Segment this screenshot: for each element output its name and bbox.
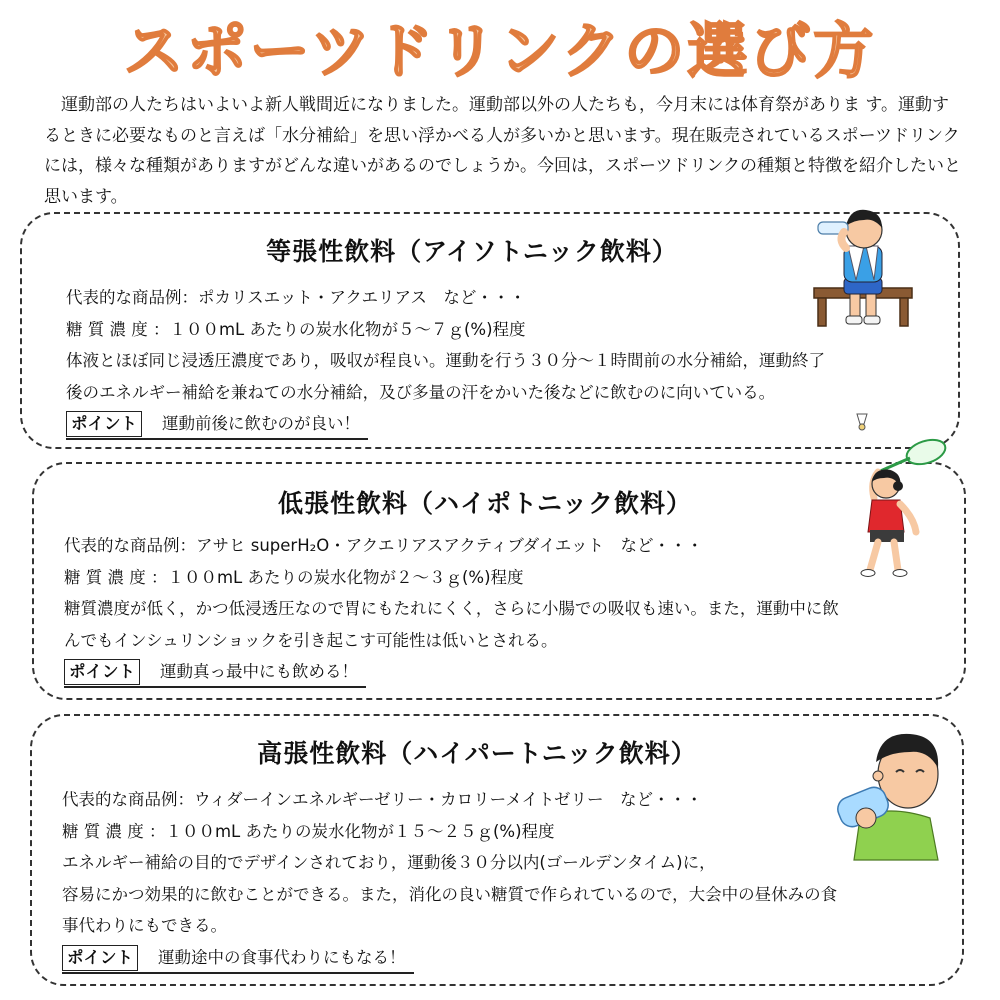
section-hypotonic: [32, 462, 966, 700]
description-line: 事代わりにもできる。: [62, 916, 227, 935]
point-row: [66, 411, 368, 440]
description-line: 容易にかつ効果的に飲むことができる。また，消化の良い糖質で作られているので，大会中の昼休みの食: [62, 884, 838, 904]
section-title: 等張性飲料（アイソトニック飲料）: [266, 237, 678, 266]
point-text: 運動途中の食事代わりにもなる！: [158, 947, 406, 967]
section-title: 低張性飲料（ハイポトニック飲料）: [277, 489, 692, 518]
sugar-line: 糖 質 濃 度 ：１００mL あたりの炭水化物が１５～２５ｇ(%)程度: [62, 821, 555, 841]
drinking-boy-icon: [808, 200, 918, 330]
products-line: 代表的な商品例：ウィダーインエネルギーゼリー・カロリーメイトゼリー など・・・: [62, 790, 703, 809]
shuttlecock-icon: [854, 412, 870, 432]
point-label: ポイント: [64, 659, 140, 685]
point-label: ポイント: [66, 411, 142, 437]
section-body: [62, 784, 962, 974]
point-row: [62, 945, 414, 974]
point-label: ポイント: [62, 945, 138, 971]
section-body: [64, 530, 964, 688]
sugar-line: 糖 質 濃 度 ：１００mL あたりの炭水化物が２～３ｇ(%)程度: [64, 567, 524, 587]
intro-paragraph: 運動部の人たちはいよいよ新人戦間近になりました。運動部以外の人たちも，今月末には体育祭がありま す。運動するときに必要なものと言えば「水分補給」を思い浮かべる人が多いかと思います。現在販売されているスポーツドリンクには，様々な種類がありますがどんな違いがあるのでしょうか。今回は，スポーツドリンクの種類と特徴を紹介したいと思います。: [44, 95, 961, 207]
point-text: 運動前後に飲むのが良い！: [162, 414, 360, 433]
drinking-man-icon: [830, 722, 948, 862]
products-line: 代表的な商品例：アサヒ superH₂O・アクエリアスアクティブダイエット など・・・: [64, 536, 703, 555]
sugar-line: 糖 質 濃 度 ：１００mL あたりの炭水化物が５～７ｇ(%)程度: [66, 319, 526, 339]
badminton-girl-icon: [838, 432, 958, 582]
section-title: 高張性飲料（ハイパートニック飲料）: [257, 739, 697, 768]
description-line: 後のエネルギー補給を兼ねての水分補給，及び多量の汗をかいた後などに飲むのに向いている。: [66, 382, 776, 402]
products-line: 代表的な商品例：ポカリスエット・アクエリアス など・・・: [66, 288, 526, 307]
description-line: んでもインシュリンショックを引き起こす可能性は低いとされる。: [64, 630, 558, 650]
section-hypertonic: [30, 714, 964, 986]
description-line: 糖質濃度が低く，かつ低浸透圧なので胃にもたれにくく，さらに小腸での吸収も速い。また，運動中に飲: [64, 599, 839, 618]
point-row: [64, 659, 366, 688]
point-text: 運動真っ最中にも飲める！: [160, 662, 358, 681]
description-line: エネルギー補給の目的でデザインされており，運動後３０分以内(ゴールデンタイム)に，: [62, 853, 716, 872]
page-title: スポーツドリンクの選び方: [123, 17, 877, 87]
description-line: 体液とほぼ同じ浸透圧濃度であり，吸収が程良い。運動を行う３０分～１時間前の水分補給，運動終了: [66, 351, 825, 370]
